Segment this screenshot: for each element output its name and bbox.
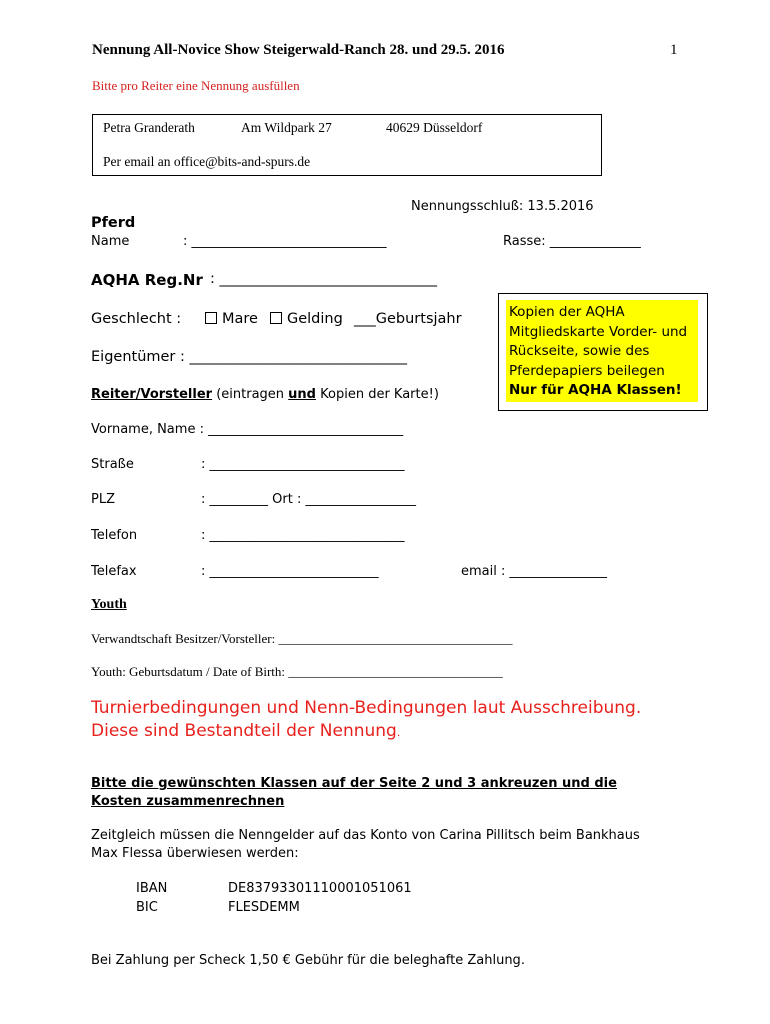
page-number: 1 <box>670 42 678 58</box>
address-city: 40629 Düsseldorf <box>386 120 483 135</box>
street-field[interactable]: : ______________________________ <box>201 457 405 472</box>
conditions-line2-dot: . <box>396 726 401 739</box>
cheque-fee-note: Bei Zahlung per Scheck 1,50 € Gebühr für die beleghafte Zahlung. <box>91 953 525 968</box>
aqha-notice-bold: Nur für AQHA Klassen! <box>509 382 682 398</box>
horse-name-field[interactable]: : ______________________________ <box>183 234 387 249</box>
youth-relation-field[interactable]: Verwandtschaft Besitzer/Vorsteller: ____________________________________ <box>91 631 513 646</box>
gelding-checkbox[interactable] <box>270 312 282 324</box>
iban-value: DE83793301110001051061 <box>228 881 412 896</box>
address-box <box>92 114 602 176</box>
address-email: Per email an office@bits-and-spurs.de <box>103 154 311 169</box>
gelding-label: Gelding <box>287 311 343 327</box>
iban-label: IBAN <box>136 881 168 896</box>
phone-field[interactable]: : ______________________________ <box>201 528 405 543</box>
rider-heading: Reiter/Vorsteller <box>91 387 213 402</box>
mare-checkbox[interactable] <box>205 312 217 324</box>
address-name: Petra Granderath <box>103 120 195 135</box>
classes-instruction-line2: Kosten zusammenrechnen <box>91 794 285 809</box>
conditions-line1: Turnierbedingungen und Nenn-Bedingungen laut Ausschreibung. <box>91 698 642 718</box>
mare-option[interactable] <box>205 311 258 327</box>
address-street: Am Wildpark 27 <box>241 120 332 135</box>
payment-line2: Max Flessa überwiesen werden: <box>91 846 299 861</box>
horse-name-label: Name <box>91 234 130 249</box>
aqha-notice-box <box>498 293 708 411</box>
birth-year-field[interactable]: ___Geburtsjahr <box>354 311 462 327</box>
rider-note-bold: und <box>288 387 316 402</box>
youth-birthdate-field[interactable]: Youth: Geburtsdatum / Date of Birth: _________________________________ <box>91 664 503 679</box>
fax-label: Telefax <box>91 564 137 579</box>
conditions-line2-text: Diese sind Bestandteil der Nennung <box>91 721 397 741</box>
rider-heading-line <box>91 387 439 402</box>
classes-instruction-line1: Bitte die gewünschten Klassen auf der Seite 2 und 3 ankreuzen und die <box>91 776 617 791</box>
instruction-subtitle: Bitte pro Reiter eine Nennung ausfüllen <box>92 78 300 93</box>
reg-number-label: AQHA Reg.Nr <box>91 271 203 289</box>
owner-field[interactable]: Eigentümer : ______________________________ <box>91 349 407 365</box>
gelding-option[interactable] <box>270 311 343 327</box>
email-field[interactable]: email : _______________ <box>461 564 607 579</box>
fax-field[interactable]: : __________________________ <box>201 564 379 579</box>
bic-value: FLESDEMM <box>228 900 300 915</box>
entry-deadline: Nennungsschluß: 13.5.2016 <box>411 199 594 214</box>
reg-number-field[interactable]: : ______________________________ <box>210 271 437 287</box>
youth-heading: Youth <box>91 597 127 612</box>
rider-note-pre: (eintragen <box>212 387 289 402</box>
zip-city-field[interactable]: : _________ Ort : _________________ <box>201 492 416 507</box>
zip-label: PLZ <box>91 492 115 507</box>
payment-line1: Zeitgleich müssen die Nenngelder auf das Konto von Carina Pillitsch beim Bankhaus <box>91 828 640 843</box>
rider-name-field[interactable]: Vorname, Name : ______________________________ <box>91 422 404 437</box>
aqha-notice <box>506 300 698 402</box>
bic-label: BIC <box>136 900 158 915</box>
breed-field[interactable]: Rasse: ______________ <box>503 234 641 249</box>
sex-label: Geschlecht : <box>91 311 182 327</box>
street-label: Straße <box>91 457 134 472</box>
phone-label: Telefon <box>91 528 138 543</box>
aqha-notice-text: Kopien der AQHA Mitgliedskarte Vorder- und Rückseite, sowie des Pferdepapiers beilegen <box>509 304 688 379</box>
page-title: Nennung All-Novice Show Steigerwald-Ranch 28. und 29.5. 2016 <box>92 42 505 58</box>
mare-label: Mare <box>222 311 258 327</box>
horse-heading: Pferd <box>91 215 136 231</box>
rider-note-post: Kopien der Karte!) <box>316 387 439 402</box>
conditions-line2 <box>91 721 400 741</box>
